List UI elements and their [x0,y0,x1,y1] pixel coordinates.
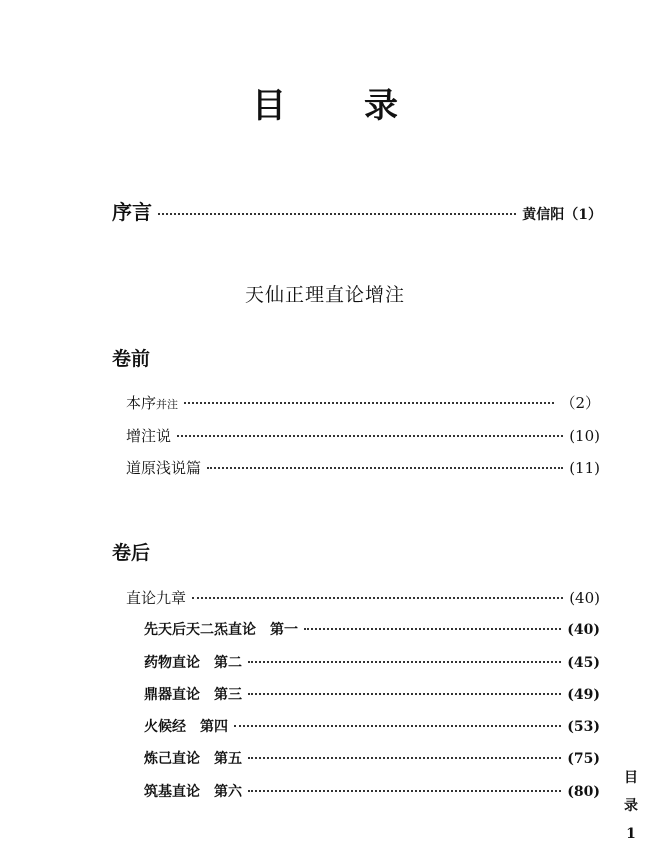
dot-leader [184,402,554,404]
entry-label: 筑基直论 第六 [144,784,242,800]
entry-label: 药物直论 第二 [144,655,242,671]
folio-number: 1 [626,826,636,842]
side-tab [620,764,642,848]
dot-leader [207,467,563,469]
section-title: 卷后 [112,542,151,564]
dot-leader [248,757,561,759]
toc-entry [144,748,600,768]
preface-entry [112,196,602,225]
dot-leader [248,661,561,663]
page-number: （1） [564,207,602,223]
preface-label: 序言 [112,200,152,224]
entry-label: 道原浅说篇 [126,459,202,477]
page-number: (40) [569,589,600,607]
toc-entry [126,392,600,413]
dot-leader [248,790,561,792]
dot-leader [158,213,516,215]
page-number: (11) [569,459,600,477]
entry-label: 直论九章 [126,589,187,607]
dot-leader [177,435,563,437]
page-number: (45) [567,655,600,671]
toc-entry [126,457,600,478]
preface-author: 黄信阳 [522,207,565,223]
dot-leader [304,628,561,630]
page-number: (75) [567,751,600,767]
page-number: (10) [569,427,600,445]
entry-label: 火候经 第四 [144,719,228,735]
side-tab-char: 录 [624,798,638,814]
entry-label: 鼎器直论 第三 [144,687,242,703]
toc-entry [144,684,600,704]
page-number: (49) [567,687,600,703]
page-number: (80) [567,784,600,800]
entry-label: 先天后天二炁直论 第一 [144,622,298,638]
dot-leader [192,597,563,599]
page-number: (53) [567,719,600,735]
page-title: 目 录 [252,86,420,126]
toc-entry [144,652,600,672]
entry-label: 炼己直论 第五 [144,751,242,767]
side-tab-char: 目 [624,770,638,786]
toc-entry [126,425,600,446]
section-title: 卷前 [112,348,151,370]
dot-leader [248,693,561,695]
toc-entry [144,781,600,801]
page-number: （2） [560,394,600,412]
entry-label: 增注说 [126,427,172,445]
dot-leader [234,725,561,727]
page-number: (40) [567,622,600,638]
toc-entry [144,716,600,736]
entry-label: 本序并注 [126,394,179,412]
toc-entry [144,619,600,639]
entry-sub-label: 并注 [156,398,179,411]
book-title: 天仙正理直论增注 [244,284,405,306]
toc-entry [126,587,600,608]
